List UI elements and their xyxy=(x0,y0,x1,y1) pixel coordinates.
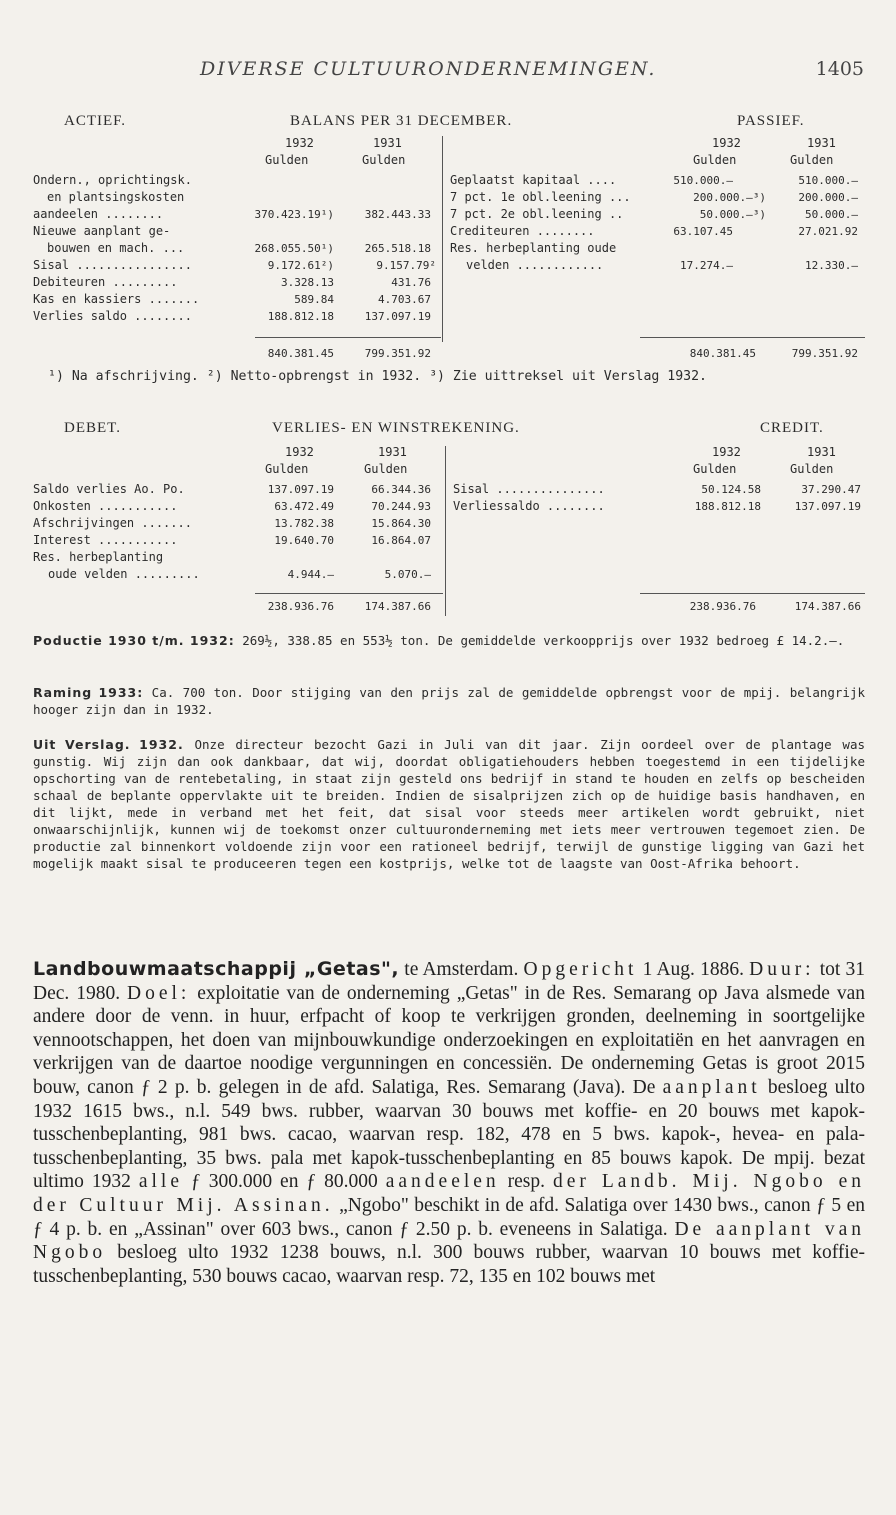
liability-label: Res. herbeplanting oude xyxy=(450,241,617,255)
spaced-term: Doel: xyxy=(127,982,191,1004)
liability-value-1931: 12.330.— xyxy=(805,259,858,272)
debet-value-1932: 137.097.19 xyxy=(267,483,334,496)
debet-value-1931: 5.070.— xyxy=(384,568,431,581)
asset-value-1931: 9.157.79² xyxy=(376,259,436,272)
balance-left-title: ACTIEF. xyxy=(64,113,127,129)
balance-year-1932-left: 1932 xyxy=(285,136,314,150)
asset-value-1931: 137.097.19 xyxy=(364,310,431,323)
liability-value-1931: 50.000.— xyxy=(805,208,858,221)
pl-unit-1931-right: Gulden xyxy=(790,462,834,476)
liability-value-1931: 27.021.92 xyxy=(798,225,858,238)
asset-value-1931: 431.76 xyxy=(391,276,431,289)
pl-divider xyxy=(445,446,446,616)
liability-value-1931: 200.000.— xyxy=(798,191,858,204)
balance-right-title: PASSIEF. xyxy=(737,113,805,129)
asset-value-1931: 4.703.67 xyxy=(378,293,431,306)
pl-year-1931-left: 1931 xyxy=(378,445,407,459)
asset-value-1932: 370.423.19¹) xyxy=(254,208,334,221)
debet-label: Interest ........... xyxy=(33,533,178,547)
liability-value-1932: 510.000.— xyxy=(673,174,733,187)
balance-total-left-1932: 840.381.45 xyxy=(267,347,334,360)
credit-value-1931: 137.097.19 xyxy=(794,500,861,513)
asset-label: Kas en kassiers ....... xyxy=(33,292,200,306)
raming-paragraph xyxy=(33,684,865,718)
pl-unit-1931-left: Gulden xyxy=(364,462,408,476)
spaced-term: Duur: xyxy=(749,959,815,980)
liability-label: velden ............ xyxy=(466,258,604,272)
text-segment: 1 Aug. 1886. xyxy=(637,959,750,980)
debet-label: Res. herbeplanting xyxy=(33,550,164,564)
spaced-term: Opgericht xyxy=(523,959,638,980)
page-number: 1405 xyxy=(815,58,864,80)
asset-label: Sisal ................ xyxy=(33,258,192,272)
balance-year-1931-left: 1931 xyxy=(373,136,402,150)
debet-value-1931: 15.864.30 xyxy=(371,517,431,530)
pl-year-1932-left: 1932 xyxy=(285,445,314,459)
balance-center-title: BALANS PER 31 DECEMBER. xyxy=(290,113,513,129)
spaced-term: der Landb. Mij. Ngobo en der Cultuur Mij. Assinan. xyxy=(33,1171,865,1216)
spaced-term: aandeelen xyxy=(385,1171,500,1193)
text-segment: tot 31 Dec. 1980. xyxy=(33,959,866,1004)
balance-total-left-1931: 799.351.92 xyxy=(364,347,431,360)
liability-label: 7 pct. 2e obl.leening .. xyxy=(450,207,624,221)
asset-label: aandeelen ........ xyxy=(33,207,164,221)
text-segment: resp. xyxy=(499,1171,553,1193)
debet-label: Onkosten ........... xyxy=(33,499,178,513)
spaced-term: De aanplant van Ngobo xyxy=(33,1218,865,1264)
pl-year-1932-right: 1932 xyxy=(712,445,741,459)
pl-unit-1932-right: Gulden xyxy=(693,462,737,476)
liability-label: 7 pct. 1e obl.leening ... xyxy=(450,190,631,204)
credit-value-1932: 50.124.58 xyxy=(701,483,761,496)
balance-total-rule-right xyxy=(640,337,865,338)
liability-label: Crediteuren ........ xyxy=(450,224,595,238)
liability-value-1932: 17.274.— xyxy=(680,259,733,272)
verslag-text: Onze directeur bezocht Gazi in Juli van dit jaar. Zijn oordeel over de plantage was gunstig. Wij zijn dan ook dankbaar, dat wij, doordat obligatiehouders hebben toegestemd in een tijdelijke opschorting van de rentebetaling, in staat zijn gesteld ons bedrijf in stand te houden en zelfs op bescheiden schaal de beplante oppervlakte uit te breiden. Indien de sisalprijzen zich op de huidige basis handhaven, en dit lijkt, mede in verband met het feit, dat sisal voor steeds meer artikelen wordt gebruikt, niet onwaarschijnlijk, kunnen wij de toekomst onzer cultuuronderneming met iets meer vertrouwen tegemoet zien. De productie zal binnenkort voldoende zijn voor een rationeel bedrijf, terwijl de gunstige ligging van Gazi het mogelijk maakt sisal te produceeren tegen een kostprijs, welke tot de laagste van Oost-Afrika behoort. xyxy=(33,737,865,871)
text-segment: „Ngobo" beschikt in de afd. Salatiga over 1430 bws., canon ƒ 5 en ƒ 4 p. b. en „Assinan" over 603 bws., canon ƒ 2.50 p. b. eveneens in Salatiga. xyxy=(33,1194,865,1240)
debet-value-1931: 66.344.36 xyxy=(371,483,431,496)
debet-value-1932: 4.944.— xyxy=(287,568,334,581)
asset-value-1931: 265.518.18 xyxy=(364,242,431,255)
productie-text: 269½, 338.85 en 553½ ton. De gemiddelde verkoopprijs over 1932 bedroeg £ 14.2.—. xyxy=(234,633,845,648)
credit-value-1932: 188.812.18 xyxy=(694,500,761,513)
pl-total-rule-right xyxy=(640,593,865,594)
pl-total-right-1931: 174.387.66 xyxy=(794,600,861,613)
balance-year-1932-right: 1932 xyxy=(712,136,741,150)
asset-value-1932: 268.055.50¹) xyxy=(254,242,334,255)
debet-label: Saldo verlies Ao. Po. xyxy=(33,482,185,496)
debet-value-1932: 13.782.38 xyxy=(274,517,334,530)
pl-center-title: VERLIES- EN WINSTREKENING. xyxy=(272,420,520,436)
liability-value-1932: 200.000.—³) xyxy=(693,191,766,204)
liability-label: Geplaatst kapitaal .... xyxy=(450,173,617,187)
asset-value-1932: 589.84 xyxy=(294,293,334,306)
text-segment: besloeg ulto 1932 1238 bouws, n.l. 300 bouws rubber, waarvan 10 bouws met koffie-tusschenbeplanting, 530 bouws cacao, waarvan resp. 72, 135 en 102 bouws met xyxy=(33,1242,865,1287)
asset-label: en plantsingskosten xyxy=(47,190,185,204)
pl-total-rule-left xyxy=(255,593,443,594)
company-name: Landbouwmaatschappij „Getas", xyxy=(33,958,400,980)
debet-value-1932: 19.640.70 xyxy=(274,534,334,547)
pl-year-1931-right: 1931 xyxy=(807,445,836,459)
balance-total-right-1932: 840.381.45 xyxy=(689,347,756,360)
debet-label: oude velden ......... xyxy=(48,567,200,581)
credit-label: Sisal ............... xyxy=(453,482,605,496)
text-segment: exploitatie van de onderneming „Getas" in de Res. Semarang op Java alsmede van andere door de venn. in huur, erfpacht of koop te verkrijgen gronden, deelneming in soortgelijke vennootschappen, het doen van mijnbouwkundige onderzoekingen en exploitatiën en het aanvragen en verkrijgen van de daartoe noodige vergunningen en concessiën. De onderneming Getas is groot 2015 bouw, canon ƒ 2 p. b. gelegen in de afd. Salatiga, Res. Semarang (Java). De xyxy=(33,982,865,1098)
text-segment: ƒ 300.000 en ƒ 80.000 xyxy=(183,1171,386,1193)
balance-unit-1932-right: Gulden xyxy=(693,153,737,167)
spaced-term: alle xyxy=(138,1171,184,1193)
asset-label: bouwen en mach. ... xyxy=(47,241,185,255)
spaced-term: aanplant xyxy=(662,1076,761,1098)
debet-value-1931: 16.864.07 xyxy=(371,534,431,547)
balance-total-right-1931: 799.351.92 xyxy=(791,347,858,360)
balance-total-rule-left xyxy=(255,337,441,338)
debet-label: Afschrijvingen ....... xyxy=(33,516,192,530)
credit-label: Verliessaldo ........ xyxy=(453,499,605,513)
text-segment: besloeg ulto 1932 1615 bws., n.l. 549 bws. rubber, waarvan 30 bouws met koffie- en 20 bouws met kapok-tusschenbeplanting, 981 bws. cacao, waarvan resp. 182, 478 en 5 bws. kapok-, hevea- en pala-tusschenbeplanting, 35 bws. pala met kapok-tusschenbeplanting en 85 bouws kapok. De mpij. bezat ultimo 1932 xyxy=(33,1076,866,1193)
verslag-heading: Uit Verslag. 1932. xyxy=(33,737,184,752)
running-title: DIVERSE CULTUURONDERNEMINGEN. xyxy=(200,58,657,80)
debet-value-1932: 63.472.49 xyxy=(274,500,334,513)
asset-value-1932: 3.328.13 xyxy=(281,276,334,289)
raming-heading: Raming 1933: xyxy=(33,685,144,700)
running-header xyxy=(0,58,896,88)
asset-label: Nieuwe aanplant ge- xyxy=(33,224,171,238)
debet-value-1931: 70.244.93 xyxy=(371,500,431,513)
liability-value-1932: 50.000.—³) xyxy=(699,208,766,221)
pl-total-left-1931: 174.387.66 xyxy=(364,600,431,613)
balance-footnote: ¹) Na afschrijving. ²) Netto-opbrengst in 1932. ³) Zie uittreksel uit Verslag 1932. xyxy=(48,369,707,384)
verslag-paragraph xyxy=(33,736,865,872)
productie-heading: Poductie 1930 t/m. 1932: xyxy=(33,633,235,648)
company-entry xyxy=(33,958,865,1288)
balance-unit-1932-left: Gulden xyxy=(265,153,309,167)
asset-label: Debiteuren ......... xyxy=(33,275,178,289)
pl-unit-1932-left: Gulden xyxy=(265,462,309,476)
balance-unit-1931-left: Gulden xyxy=(362,153,406,167)
pl-left-title: DEBET. xyxy=(64,420,121,436)
text-segment: te Amsterdam. xyxy=(399,959,524,980)
liability-value-1931: 510.000.— xyxy=(798,174,858,187)
balance-divider xyxy=(442,136,443,342)
credit-value-1931: 37.290.47 xyxy=(801,483,861,496)
productie-paragraph xyxy=(33,632,865,649)
balance-unit-1931-right: Gulden xyxy=(790,153,834,167)
asset-label: Verlies saldo ........ xyxy=(33,309,192,323)
company-text xyxy=(33,959,865,1287)
asset-value-1932: 9.172.61²) xyxy=(267,259,334,272)
liability-value-1932: 63.107.45 xyxy=(673,225,733,238)
raming-text: Ca. 700 ton. Door stijging van den prijs zal de gemiddelde opbrengst voor de mpij. belangrijk hooger zijn dan in 1932. xyxy=(33,685,865,717)
pl-right-title: CREDIT. xyxy=(760,420,824,436)
pl-total-right-1932: 238.936.76 xyxy=(689,600,756,613)
pl-total-left-1932: 238.936.76 xyxy=(267,600,334,613)
asset-label: Ondern., oprichtingsk. xyxy=(33,173,192,187)
asset-value-1931: 382.443.33 xyxy=(364,208,431,221)
asset-value-1932: 188.812.18 xyxy=(267,310,334,323)
balance-year-1931-right: 1931 xyxy=(807,136,836,150)
